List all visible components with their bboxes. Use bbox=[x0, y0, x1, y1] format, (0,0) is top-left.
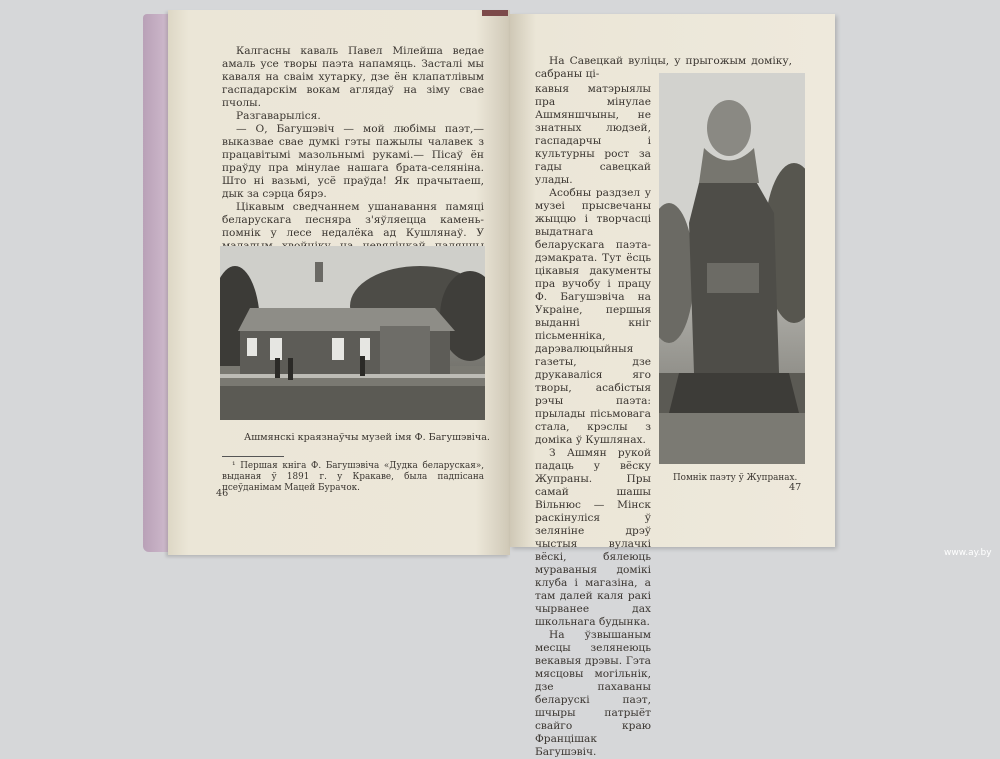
watermark: www.ay.by bbox=[944, 548, 992, 558]
footnote bbox=[222, 461, 484, 494]
paragraph: На ўзвышаным месцы зелянеюць векавыя дрэвы. Гэта мясцовы могільнік, дзе пахаваны беларускі паэт, шчыры патрыёт свайго краю Францішак Багушэвіч. bbox=[535, 629, 651, 758]
monument-photo-caption: Помнік паэту ў Жупранах. bbox=[673, 473, 798, 483]
book-spine bbox=[482, 10, 508, 16]
paragraph: З Ашмян рукой падаць у вёску Жупраны. Пры самай шашы Вільнюс — Мінск раскінуліся ў зеляніне дрэў чыстыя вулачкі вёскі, бялеюць муравaныя домікі клуба і магазіна, а там далей каля ракі чырванее дах школьнага будынка. bbox=[535, 447, 651, 628]
monument-illustration bbox=[659, 73, 805, 464]
paragraph: — О, Багушэвіч — мой любімы паэт,— выказвае свае думкі гэты пажылы чалавек з працавітымі мазольнымі рукамі.— Пісаў ён праўду пра мінулае нашага брата-селяніна. Што ні вазьмі, усё праўда! Як прачытаеш, дык за сэрца бярэ. bbox=[222, 123, 484, 200]
paragraph: Калгасны каваль Павел Мілейша ведае амаль усе творы паэта напамяць. Засталі мы каваля на сваім хутарку, дзе ён клапатлівым гаспадарскім вокам аглядаў на зіму свае пчолы. bbox=[222, 45, 484, 109]
paragraph: Цікавым сведчаннем ушанавання памяці беларускага песняра з'яўляецца камень-помнік у лесе недалёка ад Кушлянаў. У bbox=[222, 201, 484, 239]
footnote-divider bbox=[222, 456, 284, 457]
right-page-column bbox=[535, 83, 651, 759]
museum-photo-caption: Ашмянскі краязнаўчы музей імя Ф. Багушэвіча. bbox=[244, 432, 490, 443]
paragraph: На Савецкай вуліцы, у прыгожым доміку, сабраны ці- bbox=[535, 55, 792, 80]
right-page-number: 47 bbox=[789, 482, 802, 493]
paragraph: Разгаварыліся. bbox=[236, 110, 321, 122]
footnote-text: ¹ Першая кніга Ф. Багушэвіча «Дудка беларуская», выданая ў 1891 г. у Кракаве, была падпісана псеўданімам Мацей Бурачок. bbox=[222, 461, 484, 493]
left-page-number: 46 bbox=[216, 488, 229, 499]
museum-photo bbox=[220, 246, 485, 420]
museum-house-illustration bbox=[220, 246, 485, 420]
paragraph: кавыя матэрыялы пра мінулае Ашмяншчыны, не знатных людзей, гаспадарчы і культурны рост за гады савецкай улады. bbox=[535, 83, 651, 186]
monument-photo bbox=[659, 73, 805, 464]
paragraph: Асобны раздзел у музеі прысвечаны жыццю і творчасці выдатнага беларускага паэта-дэмакрата. Тут ёсць цікавыя дакументы пра вучобу і працу Ф. Багушэвіча на Украіне, першыя выданні кніг пісьменніка, дарэвалюцыйныя газеты, дзе друкаваліся яго творы, асабістыя рэчы паэта: прылады пісьмовага стала, крэслы з доміка ў Кушлянах. bbox=[535, 187, 651, 446]
